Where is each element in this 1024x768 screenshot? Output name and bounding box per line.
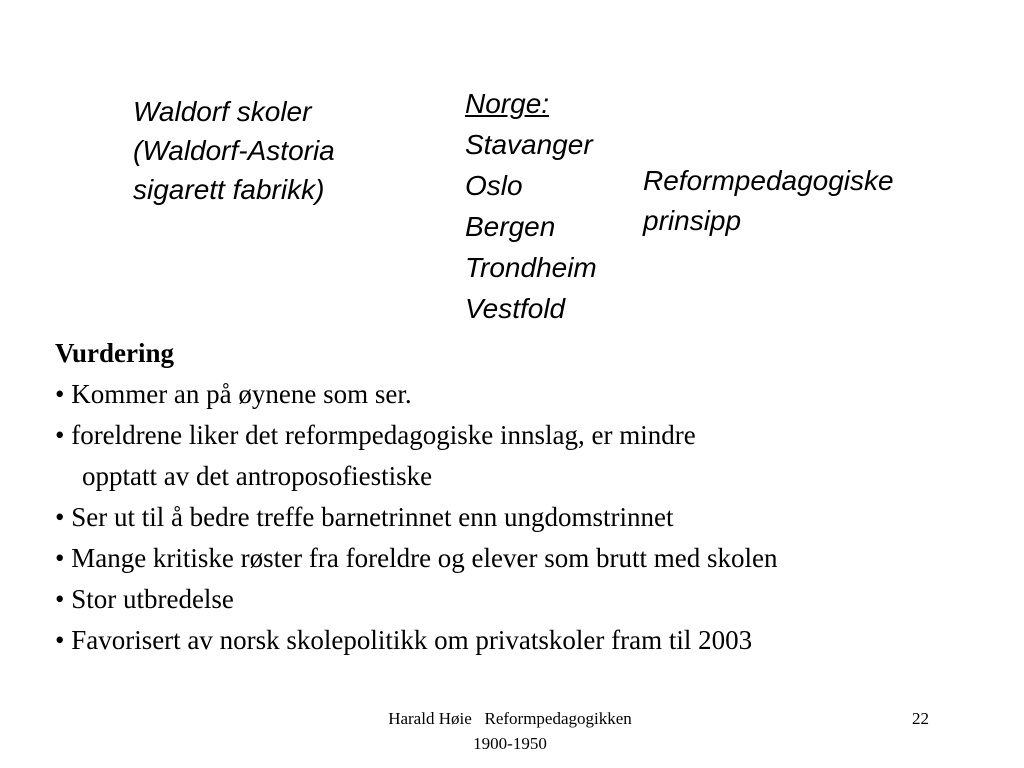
vurdering-section xyxy=(55,333,1015,661)
norge-title: Norge: xyxy=(465,88,550,119)
waldorf-line: sigarett fabrikk) xyxy=(133,174,325,205)
waldorf-line: Waldorf skoler xyxy=(133,96,312,127)
city-item: Stavanger xyxy=(465,129,593,160)
city-item: Bergen xyxy=(465,211,556,242)
footer-line: Harald Høie Reformpedagogikken xyxy=(388,709,632,728)
bullet-item: • Ser ut til å bedre treffe barnetrinnet enn ungdomstrinnet xyxy=(55,502,674,532)
reform-text-block xyxy=(643,161,894,241)
page-number: 22 xyxy=(912,709,929,728)
bullet-item: • Kommer an på øynene som ser. xyxy=(55,379,412,409)
bullet-item-continuation: opptatt av det antroposofiestiske xyxy=(82,461,433,491)
bullet-item: • Favorisert av norsk skolepolitikk om privatskoler fram til 2003 xyxy=(55,625,753,655)
reform-line: Reformpedagogiske xyxy=(643,165,894,196)
footer-line: 1900-1950 xyxy=(473,734,547,753)
city-item: Trondheim xyxy=(465,252,597,283)
waldorf-line: (Waldorf-Astoria xyxy=(133,135,335,166)
bullet-item: • Mange kritiske røster fra foreldre og elever som brutt med skolen xyxy=(55,543,778,573)
bullet-item: • Stor utbredelse xyxy=(55,584,234,614)
waldorf-text-block xyxy=(133,92,433,209)
reform-line: prinsipp xyxy=(643,205,742,236)
vurdering-heading: Vurdering xyxy=(55,338,175,368)
norge-text-block xyxy=(465,83,597,329)
footer-author xyxy=(340,706,680,756)
city-item: Vestfold xyxy=(465,293,566,324)
city-item: Oslo xyxy=(465,170,523,201)
bullet-item: • foreldrene liker det reformpedagogiske innslag, er mindre xyxy=(55,420,696,450)
